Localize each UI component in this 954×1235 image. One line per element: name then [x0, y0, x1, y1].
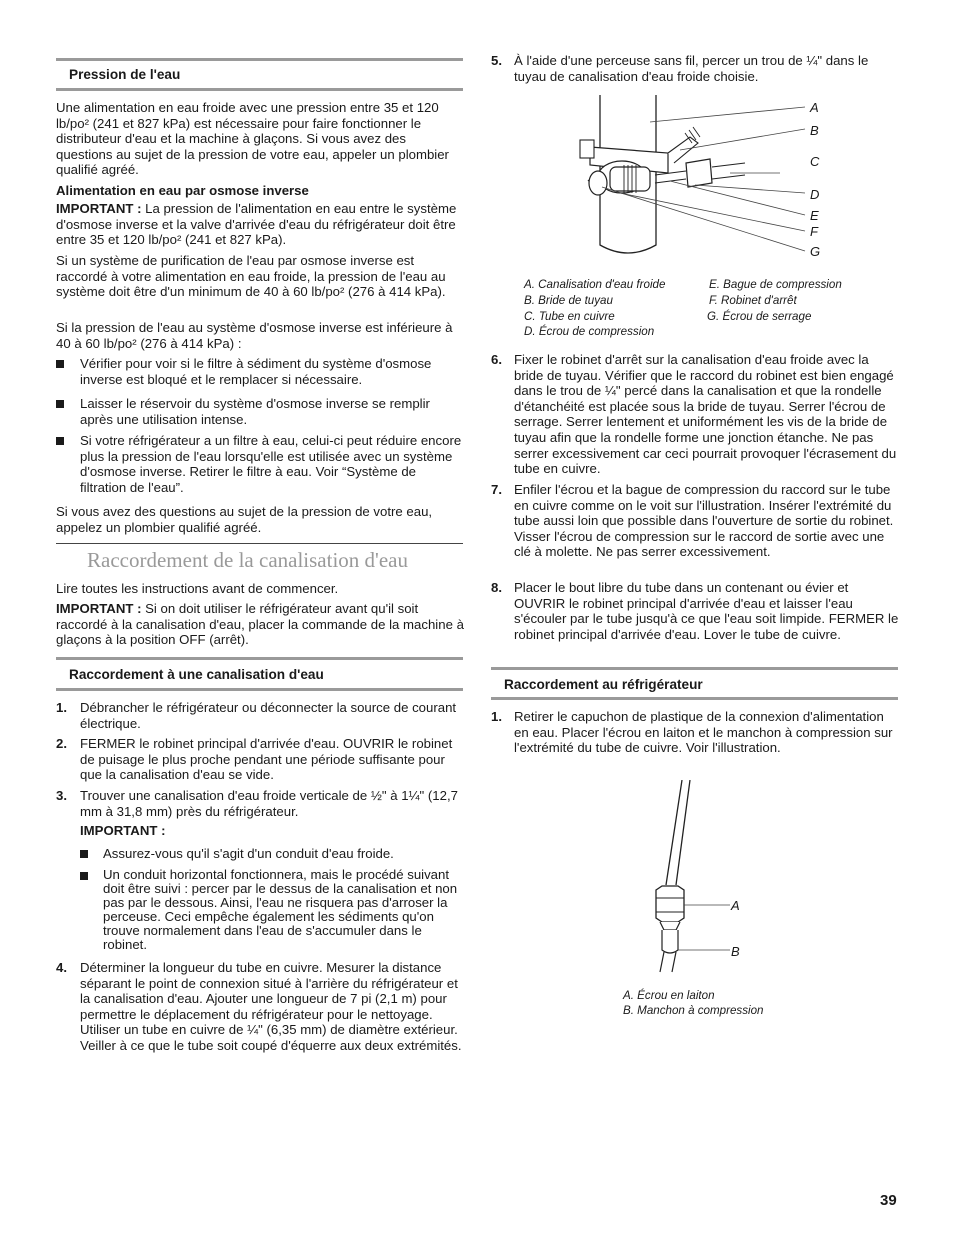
osmosis-heading: Alimentation en eau par osmose inverse — [56, 183, 309, 198]
step-number: 8. — [491, 580, 502, 595]
figure-caption: B. Bride de tuyau — [524, 294, 613, 307]
step3-important: IMPORTANT : — [80, 823, 166, 838]
section-rule — [56, 688, 463, 691]
figure-letter: D — [810, 187, 820, 202]
important-label: IMPORTANT : — [56, 201, 142, 216]
step-text: Débrancher le réfrigérateur ou déconnecter la source de courant électrique. — [80, 700, 457, 731]
step-text: Enfiler l'écrou et la bague de compression du raccord sur le tube en cuivre comme on le voit sur l'illustration. Insérer l'extrémité du tube aussi loin que possible dans l'ouverture de sortie du robinet. Visser l'écrou de compression sur le raccord de sortie avec une clé à molette. Ne pas serrer excessivement. — [514, 482, 894, 560]
section-rule — [491, 667, 898, 670]
valve-illustration — [560, 95, 840, 265]
list-item: Vérifier pour voir si le filtre à sédiment du système d'osmose inverse est bloqué et le remplacer si nécessaire. — [80, 356, 432, 387]
pressure-para3: Si la pression de l'eau au système d'osmose inverse est inférieure à 40 à 60 lb/po² (276 à 414 kPa) : — [56, 320, 453, 351]
step-number: 5. — [491, 53, 502, 68]
bullet-icon — [80, 850, 88, 858]
section-rule — [56, 58, 463, 61]
title-rule — [56, 543, 463, 544]
step-text: FERMER le robinet principal d'arrivée d'eau. OUVRIR le robinet de puisage le plus proche pendant une période suffisante pour que la canalisation d'eau se vide. — [80, 736, 453, 783]
step-text: À l'aide d'une perceuse sans fil, percer un trou de ¼" dans le tuyau de canalisation d'eau froide choisie. — [514, 53, 869, 84]
bullet-icon — [56, 400, 64, 408]
important-text: Si on doit utiliser le réfrigérateur avant qu'il soit raccordé à la canalisation d'eau, placer la commande de la machine à glaçons à la position OFF (arrêt). — [56, 601, 464, 648]
important-label: IMPORTANT : — [56, 601, 142, 616]
figure-letter: E — [810, 208, 819, 223]
section-rule — [491, 697, 898, 700]
pressure-heading: Pression de l'eau — [69, 67, 181, 82]
figure-letter: A — [731, 898, 740, 913]
figure-caption: A. Canalisation d'eau froide — [524, 278, 666, 291]
step-number: 3. — [56, 788, 67, 803]
figure-caption: A. Écrou en laiton — [623, 989, 715, 1002]
figure-letter: C — [810, 154, 820, 169]
figure-caption: B. Manchon à compression — [623, 1004, 764, 1017]
bullet-icon — [56, 437, 64, 445]
connection-heading: Raccordement à une canalisation d'eau — [69, 667, 324, 682]
page-number: 39 — [880, 1192, 897, 1209]
list-item: Assurez-vous qu'il s'agit d'un conduit d'eau froide. — [103, 846, 394, 861]
section-rule — [56, 88, 463, 91]
step-text: Fixer le robinet d'arrêt sur la canalisation d'eau froide avec la bride de tuyau. Vérifier que le raccord du robinet est bien engagé dans le trou de ¼" percé dans la canalisation et que la rondelle d'étanchéité est placée sous la bride de tuyau. Serrer l'écrou de serrage. Serrer lentement et uniformément les vis de la bride de tuyau afin que la rondelle forme une jonction étanche. Ne pas serrer excessivement car ceci pourrait provoquer l'écrasement du tube en cuivre. — [514, 352, 897, 477]
section-title: Raccordement de la canalisation d'eau — [87, 548, 408, 572]
figure-caption: C. Tube en cuivre — [524, 310, 615, 323]
figure-letter: A — [810, 100, 819, 115]
pressure-para1: Une alimentation en eau froide avec une pression entre 35 et 120 lb/po² (241 et 827 kPa) est nécessaire pour faire fonctionner le distributeur d'eau et la machine à glaçons. Si vous avez des questions au sujet de la pression de votre eau, appeler un plombier qualifié agréé. — [56, 100, 449, 178]
step-number: 1. — [491, 709, 502, 724]
figure-letter: B — [731, 944, 740, 959]
section-intro: Lire toutes les instructions avant de commencer. — [56, 581, 339, 596]
figure-caption: E. Bague de compression — [709, 278, 842, 291]
list-item: Un conduit horizontal fonctionnera, mais le procédé suivant doit être suivi : percer par le dessus de la canalisation et non pas par le dessous. Ainsi, l'eau ne risquera pas d'arroser la perceuse. Ceci empêche également les sédiments qu'on trouve normalement dans l'eau de s'accumuler dans le robinet. — [103, 867, 458, 952]
step-text: Placer le bout libre du tube dans un contenant ou évier et OUVRIR le robinet principal d'arrivée d'eau et laisser l'eau s'écouler par le tube jusqu'à ce que l'eau soit limpide. FERMER le robinet principal d'arrivée d'eau. Lover le tube de cuivre. — [514, 580, 899, 642]
pressure-para4: Si vous avez des questions au sujet de la pression de votre eau, appelez un plombier qualifié agréé. — [56, 504, 433, 535]
step-number: 2. — [56, 736, 67, 751]
step-number: 7. — [491, 482, 502, 497]
pressure-para2: Si un système de purification de l'eau par osmose inverse est raccordé à votre alimentation en eau froide, la pression de l'eau au système doit être d'un minimum de 40 à 60 lb/po² (276 à 414 kPa). — [56, 253, 446, 300]
list-item: Laisser le réservoir du système d'osmose inverse se remplir après une utilisation intense. — [80, 396, 430, 427]
list-item: Si votre réfrigérateur a un filtre à eau, celui-ci peut réduire encore plus la pression de l'eau lorsqu'elle est utilisée avec un système d'osmose inverse. Retirer le filtre à eau. Voir “Système de filtration de l'eau”. — [80, 433, 462, 495]
bullet-icon — [56, 360, 64, 368]
bullet-icon — [80, 872, 88, 880]
osmosis-important — [56, 201, 464, 248]
figure-caption: D. Écrou de compression — [524, 325, 655, 338]
step-number: 6. — [491, 352, 502, 367]
step-number: 4. — [56, 960, 67, 975]
figure-letter: B — [810, 123, 819, 138]
step-number: 1. — [56, 700, 67, 715]
figure-caption: G. Écrou de serrage — [707, 310, 812, 323]
fridge-heading: Raccordement au réfrigérateur — [504, 677, 703, 692]
figure-caption: F. Robinet d'arrêt — [709, 294, 797, 307]
step-text: Trouver une canalisation d'eau froide verticale de ½" à 1¼" (12,7 mm à 31,8 mm) près du réfrigérateur. — [80, 788, 458, 819]
section-important — [56, 601, 464, 648]
figure-letter: G — [810, 244, 821, 259]
important-text: La pression de l'alimentation en eau entre le système d'osmose inverse et la valve d'arrivée d'eau du réfrigérateur doit être entre 35 et 120 lb/po² (241 et 827 kPa). — [56, 201, 457, 248]
step-text: Déterminer la longueur du tube en cuivre. Mesurer la distance séparant le point de connexion situé à l'arrière du réfrigérateur et la canalisation d'eau. Ajouter une longueur de 7 pi (2,1 m) pour permettre le déplacement du réfrigérateur pour le nettoyage. Utiliser un tube en cuivre de ¼" (6,35 mm) de diamètre extérieur. Veiller à ce que le tube soit coupé d'équerre aux deux extrémités. — [80, 960, 462, 1053]
section-rule — [56, 657, 463, 660]
figure-letter: F — [810, 224, 818, 239]
step-text: Retirer le capuchon de plastique de la connexion d'alimentation en eau. Placer l'écrou en laiton et le manchon à compression sur l'extrémité du tube de cuivre. Voir l'illustration. — [514, 709, 893, 756]
